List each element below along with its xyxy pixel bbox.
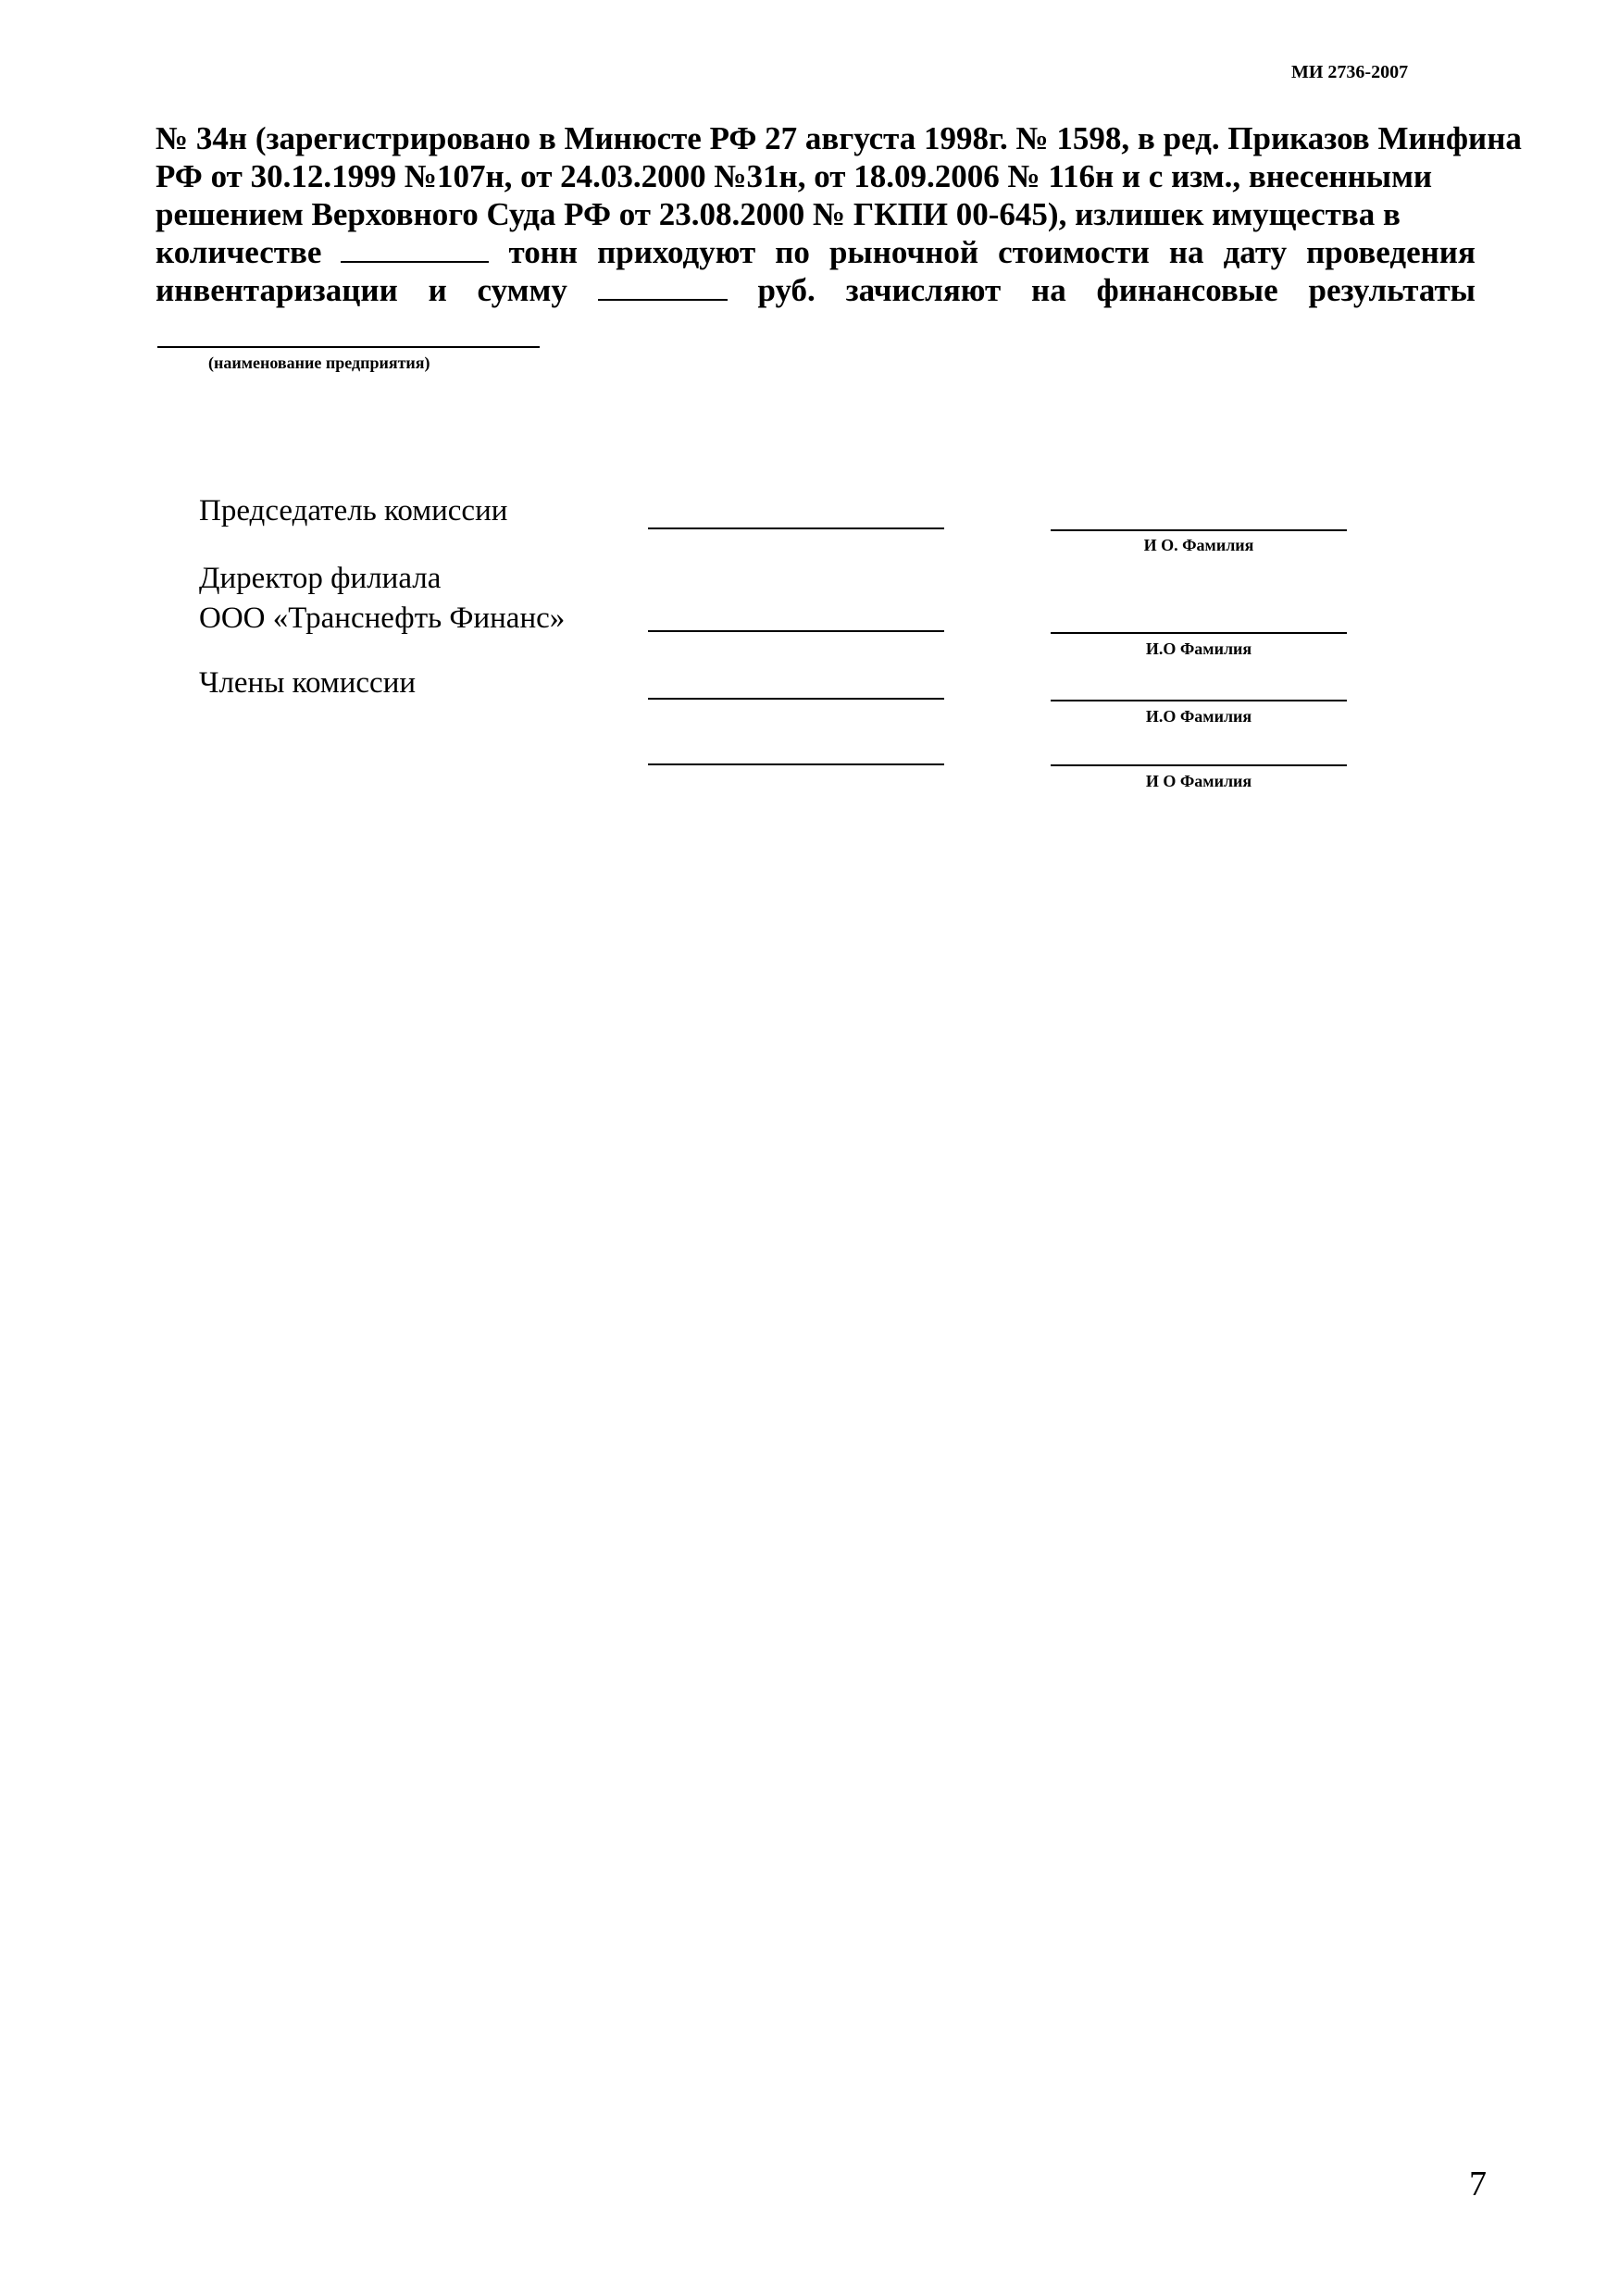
word: тонн xyxy=(508,234,579,270)
word: дату xyxy=(1223,234,1288,270)
quantity-blank xyxy=(341,235,489,263)
word: рыночной xyxy=(828,234,979,270)
director-name-caption: И.О Фамилия xyxy=(1145,639,1252,658)
organization-name-caption: (наименование предприятия) xyxy=(208,354,430,372)
word: приходуют xyxy=(597,234,756,270)
director-name-line xyxy=(1051,632,1347,634)
word: на xyxy=(1031,272,1066,308)
word: и xyxy=(428,272,447,308)
paragraph-line xyxy=(156,233,1476,271)
member1-name-caption: И.О Фамилия xyxy=(1145,707,1252,726)
word: инвентаризации xyxy=(156,272,398,308)
page-number: 7 xyxy=(1469,2165,1487,2203)
chairman-signature-line xyxy=(648,527,944,529)
chairman-name-line xyxy=(1051,529,1347,531)
paragraph-line: № 34н (зарегистрировано в Минюсте РФ 27 августа 1998г. № 1598, в ред. Приказов Минфина xyxy=(156,120,1522,156)
word: финансовые xyxy=(1096,272,1278,308)
director-label-line1: Директор филиала xyxy=(199,562,442,595)
director-signature-line xyxy=(648,630,944,632)
chairman-name-caption: И О. Фамилия xyxy=(1143,536,1254,554)
member2-signature-line xyxy=(648,763,944,765)
member1-signature-line xyxy=(648,698,944,700)
word: сумму xyxy=(477,272,567,308)
paragraph-line xyxy=(156,271,1476,309)
word: руб. xyxy=(757,272,816,308)
chairman-label: Председатель комиссии xyxy=(199,494,508,527)
member2-name-line xyxy=(1051,764,1347,766)
member1-name-line xyxy=(1051,700,1347,701)
paragraph-line: решением Верховного Суда РФ от 23.08.2000 № ГКПИ 00-645), излишек имущества в xyxy=(156,196,1401,232)
word: результаты xyxy=(1308,272,1476,308)
document-code: МИ 2736-2007 xyxy=(1291,62,1409,82)
word: на xyxy=(1168,234,1204,270)
member2-name-caption: И О Фамилия xyxy=(1145,772,1252,790)
paragraph-line: РФ от 30.12.1999 №107н, от 24.03.2000 №31н, от 18.09.2006 № 116н и с изм., внесенными xyxy=(156,158,1433,194)
members-label: Члены комиссии xyxy=(199,666,417,700)
word: количестве xyxy=(156,234,322,270)
word: зачисляют xyxy=(845,272,1002,308)
word: по xyxy=(775,234,810,270)
word: стоимости xyxy=(998,234,1150,270)
word: проведения xyxy=(1306,234,1476,270)
body-paragraph xyxy=(156,119,1522,309)
director-label-line2: ООО «Транснефть Финанс» xyxy=(199,602,566,635)
sum-blank xyxy=(598,273,728,301)
organization-name-line xyxy=(157,346,540,348)
